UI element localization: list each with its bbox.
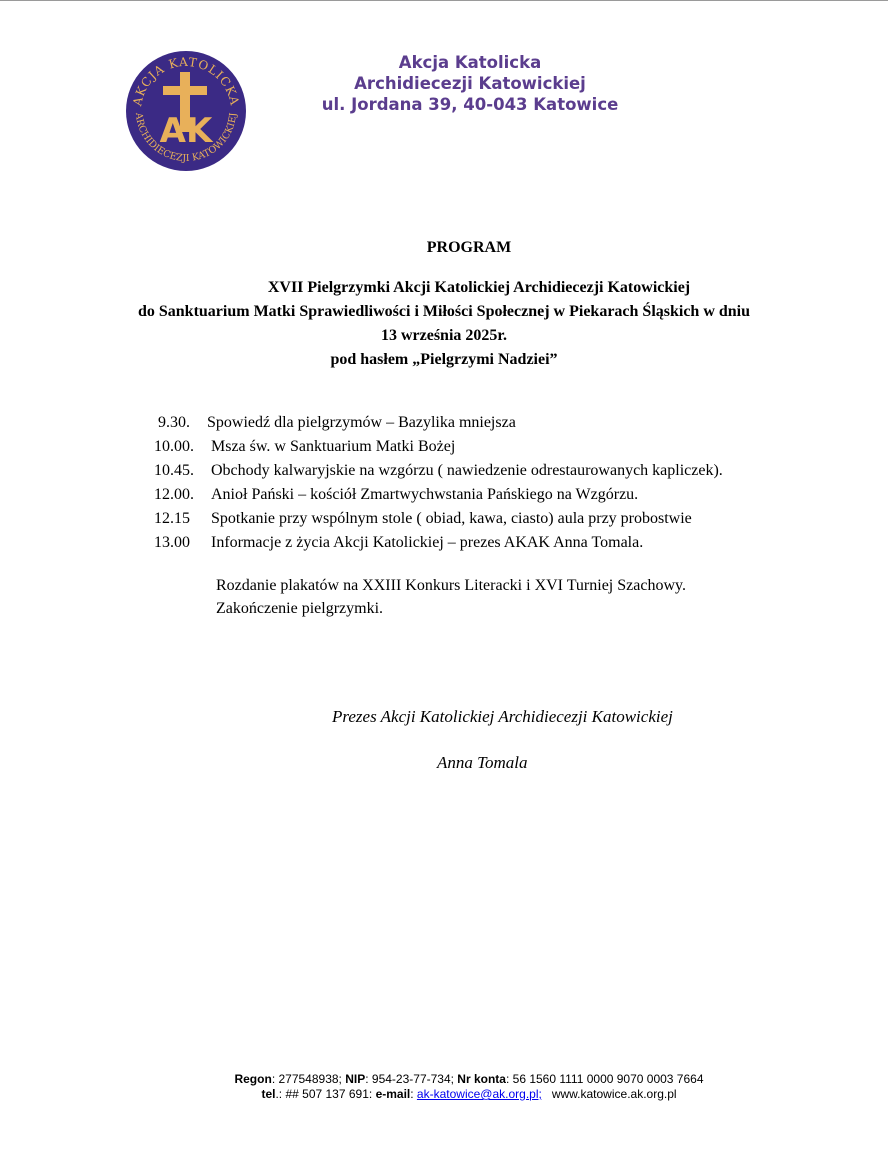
footer	[0, 1072, 888, 1102]
subtitle-line: do Sanktuarium Matki Sprawiedliwości i Miłości Społecznej w Piekarach Śląskich w dniu	[137, 303, 751, 320]
logo-ring-top: AKCJA KATOLICKA	[130, 54, 242, 108]
nip-value: : 954-23-77-734;	[365, 1072, 458, 1086]
note-line: Rozdanie plakatów na XXIII Konkurs Literacki i XVI Turniej Szachowy.	[216, 577, 686, 594]
email-link[interactable]: ak-katowice@ak.org.pl;	[416, 1087, 542, 1101]
top-border	[0, 0, 888, 1]
organization-header	[300, 52, 640, 115]
schedule-time: 10.00.	[154, 438, 194, 455]
org-sub: Archidiecezji Katowickiej	[354, 74, 586, 93]
schedule-text: Obchody kalwaryjskie na wzgórzu ( nawiedzenie odrestaurowanych kapliczek).	[211, 462, 723, 479]
schedule-text: Spotkanie przy wspólnym stole ( obiad, kawa, ciasto) aula przy probostwie	[211, 510, 692, 527]
schedule-text: Spowiedź dla pielgrzymów – Bazylika mniejsza	[207, 414, 516, 431]
subtitle-line: 13 września 2025r.	[380, 327, 508, 344]
org-address: ul. Jordana 39, 40-043 Katowice	[321, 95, 619, 114]
schedule-text: Informacje z życia Akcji Katolickiej – prezes AKAK Anna Tomala.	[211, 534, 644, 551]
org-name: Akcja Katolicka	[398, 53, 542, 72]
akcja-katolicka-logo	[125, 50, 247, 172]
logo-ring-bottom: ARCHIDIECEZJI KATOWICKIEJ	[132, 112, 239, 165]
signature-title: Prezes Akcji Katolickiej Archidiecezji Katowickiej	[332, 707, 673, 726]
subtitle-line: XVII Pielgrzymki Akcji Katolickiej Archidiecezji Katowickiej	[267, 279, 691, 296]
closing-notes	[216, 574, 686, 620]
website: www.katowice.ak.org.pl	[541, 1087, 677, 1101]
schedule-time: 13.00	[154, 534, 190, 551]
schedule-time: 12.00.	[154, 486, 194, 503]
nip-label: NIP	[345, 1072, 366, 1086]
schedule-text: Msza św. w Sanktuarium Matki Bożej	[211, 438, 456, 455]
tel-value: .: ## 507 137 691:	[275, 1087, 376, 1101]
email-label: e-mail	[375, 1087, 411, 1101]
schedule-time: 10.45.	[154, 462, 194, 479]
document-title: PROGRAM	[426, 239, 512, 256]
subtitle-line: pod hasłem „Pielgrzymi Nadziei”	[330, 351, 558, 368]
footer-line-2	[0, 1087, 888, 1102]
regon-label: Regon	[234, 1072, 272, 1086]
logo-monogram: AK	[159, 111, 213, 151]
regon-value: : 277548938;	[271, 1072, 346, 1086]
account-value: : 56 1560 1111 0000 9070 0003 7664	[505, 1072, 704, 1086]
schedule-text: Anioł Pański – kościół Zmartwychwstania Pańskiego na Wzgórzu.	[211, 486, 639, 503]
tel-label: tel	[261, 1087, 276, 1101]
signature-name: Anna Tomala	[437, 753, 528, 772]
document-subtitle	[0, 276, 888, 372]
note-line: Zakończenie pielgrzymki.	[216, 600, 384, 617]
schedule-time: 12.15	[154, 510, 190, 527]
footer-line-1	[0, 1072, 888, 1087]
schedule-time: 9.30.	[158, 414, 190, 431]
account-label: Nr konta	[457, 1072, 506, 1086]
email-separator: :	[410, 1087, 417, 1101]
